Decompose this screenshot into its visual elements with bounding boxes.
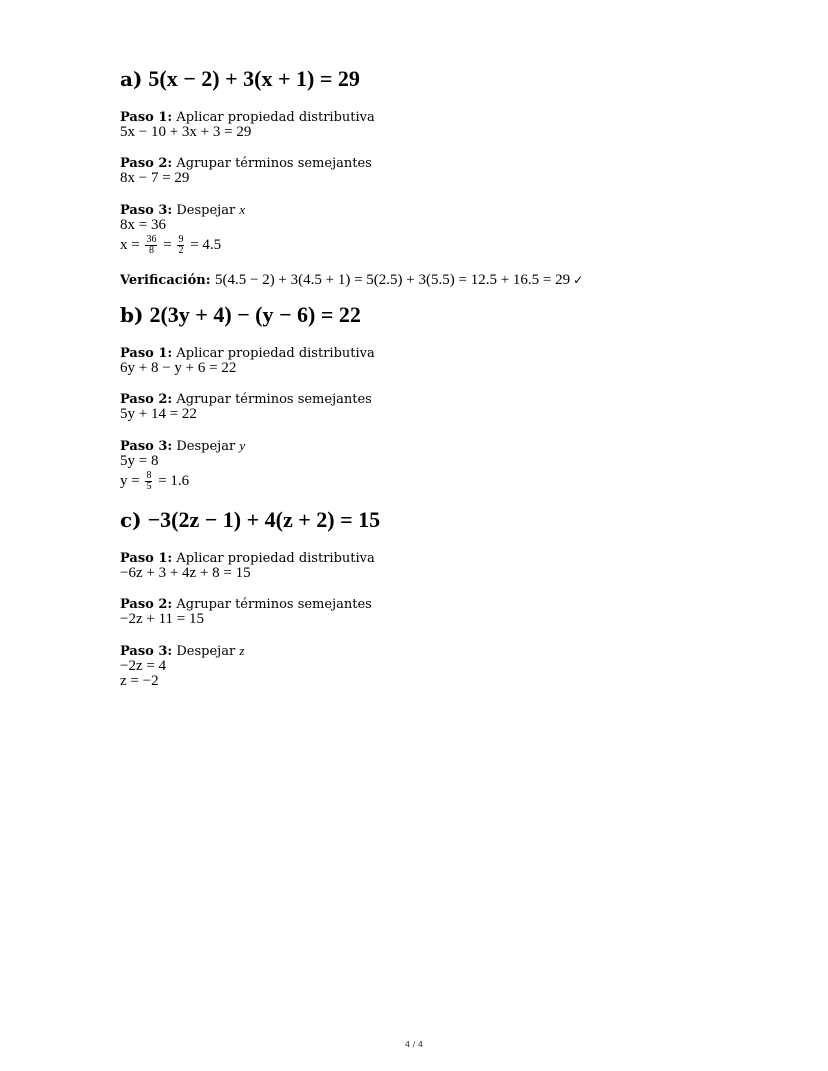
verification-label: Verificación:: [120, 273, 211, 288]
fraction-equation: [120, 233, 740, 257]
problem-letter: a): [120, 67, 143, 91]
step-description: Aplicar propiedad distributiva: [176, 551, 375, 566]
step-equation: 8x − 7 = 29: [120, 170, 190, 186]
step-equation: 8x = 36: [120, 217, 166, 233]
step-equation: z = −2: [120, 673, 159, 689]
step-description: Despejar: [176, 439, 236, 454]
problem-c-title: [120, 505, 740, 535]
fraction-lhs: y =: [120, 473, 140, 489]
step-label: Paso 2:: [120, 392, 173, 407]
fraction-lhs: x =: [120, 237, 140, 253]
step-label: Paso 1:: [120, 346, 173, 361]
problem-a-title: [120, 64, 740, 94]
step-description: Agrupar términos semejantes: [176, 156, 372, 171]
step-1: [120, 551, 740, 581]
fraction-numerator: 36: [146, 234, 157, 246]
step-variable: y: [239, 438, 246, 453]
problem-equation: −3(2z − 1) + 4(z + 2) = 15: [147, 507, 381, 532]
fraction: [177, 235, 184, 256]
step-3: [120, 643, 740, 689]
fraction-denominator: 8: [148, 245, 154, 257]
step-equation: 5y = 8: [120, 453, 159, 469]
problem-letter: b): [120, 303, 144, 327]
fraction-numerator: 9: [178, 234, 184, 246]
step-label: Paso 1:: [120, 551, 173, 566]
step-equation: 5y + 14 = 22: [120, 406, 197, 422]
step-2: [120, 392, 740, 422]
problem-b: [120, 300, 740, 493]
fraction-equation: [120, 469, 740, 493]
problem-b-title: [120, 300, 740, 330]
fraction-rhs: = 4.5: [190, 237, 222, 253]
step-equation: −2z + 11 = 15: [120, 611, 204, 627]
problem-letter: c): [120, 508, 142, 532]
problem-equation: 2(3y + 4) − (y − 6) = 22: [149, 302, 361, 327]
fraction: [145, 471, 152, 492]
step-description: Agrupar términos semejantes: [176, 392, 372, 407]
step-equation: 6y + 8 − y + 6 = 22: [120, 360, 237, 376]
problem-equation: 5(x − 2) + 3(x + 1) = 29: [148, 66, 360, 91]
problem-c: [120, 505, 740, 689]
step-description: Despejar: [176, 203, 236, 218]
step-label: Paso 2:: [120, 597, 173, 612]
step-label: Paso 3:: [120, 644, 173, 659]
equals-sign: =: [163, 237, 172, 253]
step-1: [120, 346, 740, 376]
step-equation: −6z + 3 + 4z + 8 = 15: [120, 565, 251, 581]
fraction-denominator: 5: [146, 481, 152, 493]
step-variable: z: [239, 643, 245, 658]
checkmark-icon: ✓: [573, 273, 584, 287]
verification-equation: 5(4.5 − 2) + 3(4.5 + 1) = 5(2.5) + 3(5.5) = 12.5 + 16.5 = 29: [214, 272, 571, 288]
step-variable: x: [239, 202, 246, 217]
step-label: Paso 1:: [120, 110, 173, 125]
step-label: Paso 3:: [120, 439, 173, 454]
step-2: [120, 156, 740, 186]
step-1: [120, 110, 740, 140]
document-page: [120, 64, 740, 689]
step-description: Despejar: [176, 644, 236, 659]
fraction: [145, 235, 157, 256]
step-3: [120, 202, 740, 257]
fraction-denominator: 2: [178, 245, 184, 257]
step-equation: −2z = 4: [120, 658, 167, 674]
step-equation: 5x − 10 + 3x + 3 = 29: [120, 124, 252, 140]
problem-a: [120, 64, 740, 290]
step-3: [120, 438, 740, 493]
page-number: 4 / 4: [405, 1040, 423, 1049]
step-2: [120, 597, 740, 627]
step-description: Agrupar términos semejantes: [176, 597, 372, 612]
verification: [120, 271, 740, 290]
step-label: Paso 2:: [120, 156, 173, 171]
step-label: Paso 3:: [120, 203, 173, 218]
fraction-numerator: 8: [146, 470, 152, 482]
step-description: Aplicar propiedad distributiva: [176, 346, 375, 361]
step-description: Aplicar propiedad distributiva: [176, 110, 375, 125]
fraction-rhs: = 1.6: [158, 473, 190, 489]
